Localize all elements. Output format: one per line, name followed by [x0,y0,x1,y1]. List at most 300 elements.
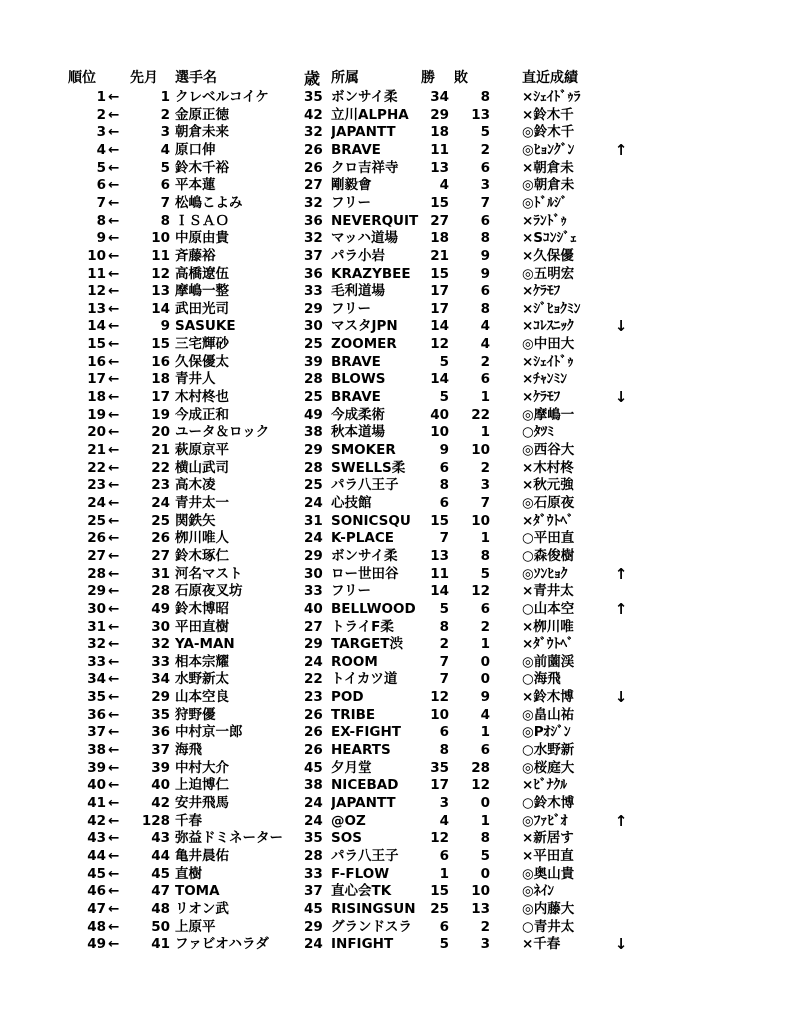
recent-result-cell: ◎ﾈｲﾝ [522,883,555,900]
fighter-name-cell: 斉藤裕 [175,247,216,264]
prev-month-cell: 15 [151,336,170,353]
team-cell: SONICSQU [331,512,411,529]
fighter-name-cell: 横山武司 [175,459,229,476]
age-cell: 25 [304,477,323,494]
recent-result-cell: ◎西谷大 [522,442,575,458]
table-row [0,301,791,318]
losses-cell: 12 [471,777,490,794]
rank-cell: 10 [87,247,106,264]
losses-cell: 1 [480,812,490,829]
table-row [0,901,791,918]
prev-month-cell: 3 [160,124,170,141]
table-row [0,460,791,477]
wins-cell: 17 [430,777,449,794]
arrow-icon: ← [108,689,120,706]
arrow-icon: ← [108,812,120,829]
table-row [0,230,791,247]
wins-cell: 6 [439,918,449,935]
table-row [0,389,791,406]
prev-month-cell: 26 [151,530,170,547]
fighter-name-cell: 朝倉未来 [175,124,229,141]
arrow-icon: ← [108,636,120,653]
arrow-icon: ← [108,265,120,282]
wins-cell: 25 [430,900,449,917]
losses-cell: 8 [480,230,490,247]
recent-result-cell: ◎朝倉未 [522,177,575,194]
age-cell: 25 [304,389,323,405]
age-cell: 42 [304,106,323,123]
fighter-name-cell: 今成正和 [175,406,229,423]
fighter-name-cell: 金原正徳 [175,106,229,123]
age-cell: 29 [304,442,323,458]
losses-cell: 8 [480,830,490,847]
arrow-icon: ← [108,406,120,423]
recent-result-cell: ◎ﾋｮﾝｸﾞﾝ [522,141,575,158]
losses-cell: 0 [480,865,490,882]
team-cell: BRAVE [331,353,381,370]
arrow-icon: ← [108,847,120,864]
team-cell: フリー [331,194,371,211]
wins-cell: 15 [430,512,449,529]
team-cell: SOS [331,830,362,847]
fighter-name-cell: SASUKE [175,318,236,335]
recent-result-cell: ◎五明宏 [522,265,575,282]
recent-result-cell: ◎内藤大 [522,900,575,917]
recent-result-cell: ◎ﾄﾞﾙｼﾞ [522,194,568,211]
wins-cell: 14 [430,583,449,600]
wins-cell: 1 [439,865,449,882]
trend-icon: ↓ [614,317,628,336]
recent-result-cell: ×ﾀﾞｳﾄﾍﾞ [522,512,574,529]
fighter-name-cell: 相本宗耀 [175,653,229,670]
team-cell: HEARTS [331,742,391,758]
age-cell: 39 [304,353,323,370]
rank-cell: 2 [96,106,106,123]
fighter-name-cell: 平本蓮 [175,177,216,194]
team-cell: KRAZYBEE [331,265,411,282]
age-cell: 26 [304,724,323,741]
losses-cell: 10 [471,883,490,900]
table-row [0,636,791,653]
table-row [0,583,791,600]
team-cell: RISINGSUN [331,900,416,917]
wins-cell: 21 [430,247,449,264]
wins-cell: 11 [430,141,449,158]
losses-cell: 5 [480,124,490,141]
age-cell: 26 [304,706,323,723]
team-cell: ボンサイ柔 [331,89,398,105]
recent-result-cell: ◎摩嶋一 [522,406,575,423]
prev-month-cell: 37 [151,742,170,758]
table-row [0,883,791,900]
losses-cell: 7 [480,494,490,511]
age-cell: 24 [304,653,323,670]
wins-cell: 6 [439,847,449,864]
header-rank: 順位 [68,70,96,86]
fighter-name-cell: 松嶋こよみ [175,194,243,211]
recent-result-cell: ×ｼﾞﾋｮｸﾐﾝ [522,300,581,317]
prev-month-cell: 21 [151,442,170,458]
wins-cell: 14 [430,371,449,388]
table-header [0,70,791,87]
recent-result-cell: ◎Pｵｼﾞﾝ [522,724,571,741]
recent-result-cell: ×木村柊 [522,459,574,476]
rank-cell: 36 [87,706,106,723]
rank-cell: 42 [87,812,106,829]
losses-cell: 2 [480,353,490,370]
team-cell: SMOKER [331,442,396,458]
header-age: 歳 [304,69,321,88]
recent-result-cell: ◎石原夜 [522,494,575,511]
losses-cell: 4 [480,336,490,353]
wins-cell: 17 [430,283,449,300]
arrow-icon: ← [108,918,120,935]
fighter-name-cell: 亀井晨佑 [175,847,229,864]
arrow-icon: ← [108,618,120,635]
team-cell: BRAVE [331,141,381,158]
recent-result-cell: ◎中田大 [522,336,575,353]
recent-result-cell: ×新居す [522,830,574,847]
prev-month-cell: 35 [151,706,170,723]
losses-cell: 1 [480,530,490,547]
table-row [0,936,791,953]
losses-cell: 9 [480,247,490,264]
fighter-name-cell: 石原夜叉坊 [175,583,243,600]
wins-cell: 8 [439,477,449,494]
fighter-name-cell: 高橋遼伍 [175,265,229,282]
rank-cell: 44 [87,847,106,864]
age-cell: 33 [304,283,323,300]
wins-cell: 12 [430,336,449,353]
prev-month-cell: 49 [151,600,170,617]
rank-cell: 33 [87,653,106,670]
prev-month-cell: 40 [151,777,170,794]
arrow-icon: ← [108,459,120,476]
table-row [0,513,791,530]
team-cell: F-FLOW [331,865,390,882]
prev-month-cell: 128 [141,812,170,829]
prev-month-cell: 39 [151,759,170,776]
team-cell: JAPANTT [331,124,396,141]
recent-result-cell: ×ﾁｬﾝﾐﾝ [522,371,568,388]
rank-cell: 8 [96,212,106,229]
losses-cell: 3 [480,177,490,194]
fighter-name-cell: 狩野優 [175,706,216,723]
prev-month-cell: 12 [151,265,170,282]
arrow-icon: ← [108,565,120,582]
prev-month-cell: 25 [151,512,170,529]
age-cell: 30 [304,318,323,335]
fighter-name-cell: クレベルコイケ [175,89,269,105]
losses-cell: 9 [480,265,490,282]
prev-month-cell: 23 [151,477,170,494]
prev-month-cell: 5 [160,159,170,176]
losses-cell: 4 [480,318,490,335]
rank-cell: 19 [87,406,106,423]
wins-cell: 18 [430,124,449,141]
team-cell: 立川ALPHA [331,106,409,123]
age-cell: 28 [304,371,323,388]
table-row [0,107,791,124]
recent-result-cell: ◎畠山祐 [522,706,575,723]
fighter-name-cell: 上原平 [175,918,216,935]
team-cell: K-PLACE [331,530,394,547]
recent-result-cell: ○鈴木博 [522,795,575,811]
losses-cell: 2 [480,459,490,476]
wins-cell: 7 [439,530,449,547]
wins-cell: 6 [439,459,449,476]
rank-cell: 24 [87,494,106,511]
rank-cell: 16 [87,353,106,370]
fighter-name-cell: 直樹 [175,865,202,882]
recent-result-cell: ×朝倉未 [522,159,574,176]
rank-cell: 14 [87,318,106,335]
arrow-icon: ← [108,883,120,900]
team-cell: @OZ [331,812,366,829]
losses-cell: 6 [480,283,490,300]
fighter-name-cell: 水野新太 [175,671,229,688]
fighter-name-cell: 平田直樹 [175,618,229,635]
prev-month-cell: 36 [151,724,170,741]
arrow-icon: ← [108,442,120,458]
header-recent-results: 直近成績 [522,70,578,86]
team-cell: 秋本道場 [331,424,385,441]
rank-cell: 29 [87,583,106,600]
wins-cell: 5 [439,353,449,370]
prev-month-cell: 16 [151,353,170,370]
team-cell: パラ八王子 [331,477,399,494]
table-row [0,318,791,335]
wins-cell: 7 [439,653,449,670]
team-cell: INFIGHT [331,936,394,953]
team-cell: フリー [331,300,371,317]
fighter-name-cell: 海飛 [175,742,202,758]
age-cell: 33 [304,865,323,882]
team-cell: トイカツ道 [331,671,398,688]
losses-cell: 7 [480,194,490,211]
wins-cell: 12 [430,830,449,847]
recent-result-cell: ◎前薗渓 [522,653,575,670]
fighter-name-cell: 栁川唯人 [175,530,229,547]
table-row [0,671,791,688]
table-row [0,124,791,141]
rank-cell: 34 [87,671,106,688]
losses-cell: 6 [480,371,490,388]
fighter-name-cell: 河名マスト [175,565,243,582]
recent-result-cell: ×鈴木博 [522,689,574,706]
fighter-name-cell: 摩嶋一整 [175,283,229,300]
recent-result-cell: ×Sｺﾝｼﾞｪ [522,230,577,247]
age-cell: 29 [304,300,323,317]
recent-result-cell: ○山本空 [522,600,575,617]
rank-cell: 40 [87,777,106,794]
rank-cell: 3 [96,124,106,141]
age-cell: 37 [304,883,323,900]
recent-result-cell: ○森俊樹 [522,547,575,564]
fighter-name-cell: 中原由貴 [175,230,229,247]
losses-cell: 2 [480,618,490,635]
arrow-icon: ← [108,512,120,529]
rank-cell: 21 [87,442,106,458]
age-cell: 27 [304,618,323,635]
fighter-name-cell: 山本空良 [175,689,229,706]
table-row [0,283,791,300]
wins-cell: 5 [439,936,449,953]
team-cell: JAPANTT [331,795,396,811]
prev-month-cell: 29 [151,689,170,706]
arrow-icon: ← [108,547,120,564]
recent-result-cell: ×ﾀﾞｳﾄﾍﾞ [522,636,574,653]
recent-result-cell: ×平田直 [522,847,574,864]
fighter-name-cell: 木村柊也 [175,389,229,405]
arrow-icon: ← [108,830,120,847]
fighter-name-cell: 原口伸 [175,141,216,158]
arrow-icon: ← [108,300,120,317]
arrow-icon: ← [108,424,120,441]
losses-cell: 9 [480,689,490,706]
rank-cell: 45 [87,865,106,882]
prev-month-cell: 45 [151,865,170,882]
recent-result-cell: ×ｹﾗﾓﾌ [522,283,561,300]
arrow-icon: ← [108,600,120,617]
prev-month-cell: 1 [160,89,170,105]
age-cell: 26 [304,141,323,158]
arrow-icon: ← [108,671,120,688]
team-cell: 今成柔術 [331,406,385,423]
arrow-icon: ← [108,159,120,176]
rank-cell: 43 [87,830,106,847]
prev-month-cell: 11 [151,247,170,264]
table-row [0,830,791,847]
wins-cell: 14 [430,318,449,335]
rank-cell: 49 [87,936,106,953]
rank-cell: 48 [87,918,106,935]
age-cell: 49 [304,406,323,423]
table-row [0,213,791,230]
age-cell: 38 [304,424,323,441]
wins-cell: 34 [430,89,449,105]
recent-result-cell: ◎ｿﾝﾋｮｸ [522,565,568,582]
table-row [0,619,791,636]
rank-cell: 6 [96,177,106,194]
wins-cell: 29 [430,106,449,123]
fighter-name-cell: 青井太一 [175,494,229,511]
arrow-icon: ← [108,724,120,741]
fighter-name-cell: 青井人 [175,371,216,388]
age-cell: 28 [304,459,323,476]
table-row [0,442,791,459]
recent-result-cell: ◎奥山貴 [522,865,575,882]
trend-icon: ↑ [614,811,628,830]
arrow-icon: ← [108,230,120,247]
arrow-icon: ← [108,353,120,370]
table-row [0,548,791,565]
losses-cell: 0 [480,795,490,811]
prev-month-cell: 4 [160,141,170,158]
wins-cell: 40 [430,406,449,423]
age-cell: 36 [304,265,323,282]
rank-cell: 25 [87,512,106,529]
prev-month-cell: 18 [151,371,170,388]
age-cell: 32 [304,194,323,211]
prev-month-cell: 9 [160,318,170,335]
rank-cell: 7 [96,194,106,211]
age-cell: 26 [304,159,323,176]
prev-month-cell: 32 [151,636,170,653]
arrow-icon: ← [108,106,120,123]
team-cell: マッハ道場 [331,230,398,247]
age-cell: 24 [304,795,323,811]
age-cell: 35 [304,89,323,105]
rank-cell: 30 [87,600,106,617]
fighter-name-cell: ファビオハラダ [175,936,269,953]
wins-cell: 10 [430,706,449,723]
rank-cell: 13 [87,300,106,317]
team-cell: BRAVE [331,389,381,405]
table-row [0,160,791,177]
arrow-icon: ← [108,124,120,141]
rank-cell: 4 [96,141,106,158]
age-cell: 25 [304,336,323,353]
table-row [0,354,791,371]
table-row [0,654,791,671]
recent-result-cell: ×千春 [522,936,561,953]
losses-cell: 12 [471,583,490,600]
recent-result-cell: ○水野新 [522,742,575,758]
wins-cell: 3 [439,795,449,811]
prev-month-cell: 8 [160,212,170,229]
prev-month-cell: 30 [151,618,170,635]
age-cell: 24 [304,812,323,829]
fighter-name-cell: 関鉄矢 [175,512,216,529]
age-cell: 24 [304,494,323,511]
rank-cell: 9 [96,230,106,247]
arrow-icon: ← [108,194,120,211]
arrow-icon: ← [108,247,120,264]
prev-month-cell: 20 [151,424,170,441]
recent-result-cell: ◎桜庭大 [522,759,575,776]
wins-cell: 5 [439,389,449,405]
header-wins: 勝 [421,70,435,86]
rank-cell: 32 [87,636,106,653]
team-cell: マスタJPN [331,318,398,335]
losses-cell: 22 [471,406,490,423]
arrow-icon: ← [108,742,120,758]
age-cell: 30 [304,565,323,582]
arrow-icon: ← [108,212,120,229]
losses-cell: 1 [480,636,490,653]
team-cell: ROOM [331,653,378,670]
wins-cell: 18 [430,230,449,247]
losses-cell: 6 [480,600,490,617]
losses-cell: 1 [480,389,490,405]
losses-cell: 3 [480,936,490,953]
table-row [0,142,791,159]
losses-cell: 13 [471,900,490,917]
table-row [0,495,791,512]
table-row [0,848,791,865]
team-cell: ロー世田谷 [331,565,399,582]
recent-result-cell: ×ｼｪｲﾄﾞｩ [522,353,574,370]
prev-month-cell: 2 [160,106,170,123]
prev-month-cell: 10 [151,230,170,247]
fighter-name-cell: 三宅輝砂 [175,336,229,353]
team-cell: パラ小岩 [331,247,385,264]
prev-month-cell: 17 [151,389,170,405]
losses-cell: 1 [480,424,490,441]
age-cell: 45 [304,759,323,776]
losses-cell: 8 [480,300,490,317]
